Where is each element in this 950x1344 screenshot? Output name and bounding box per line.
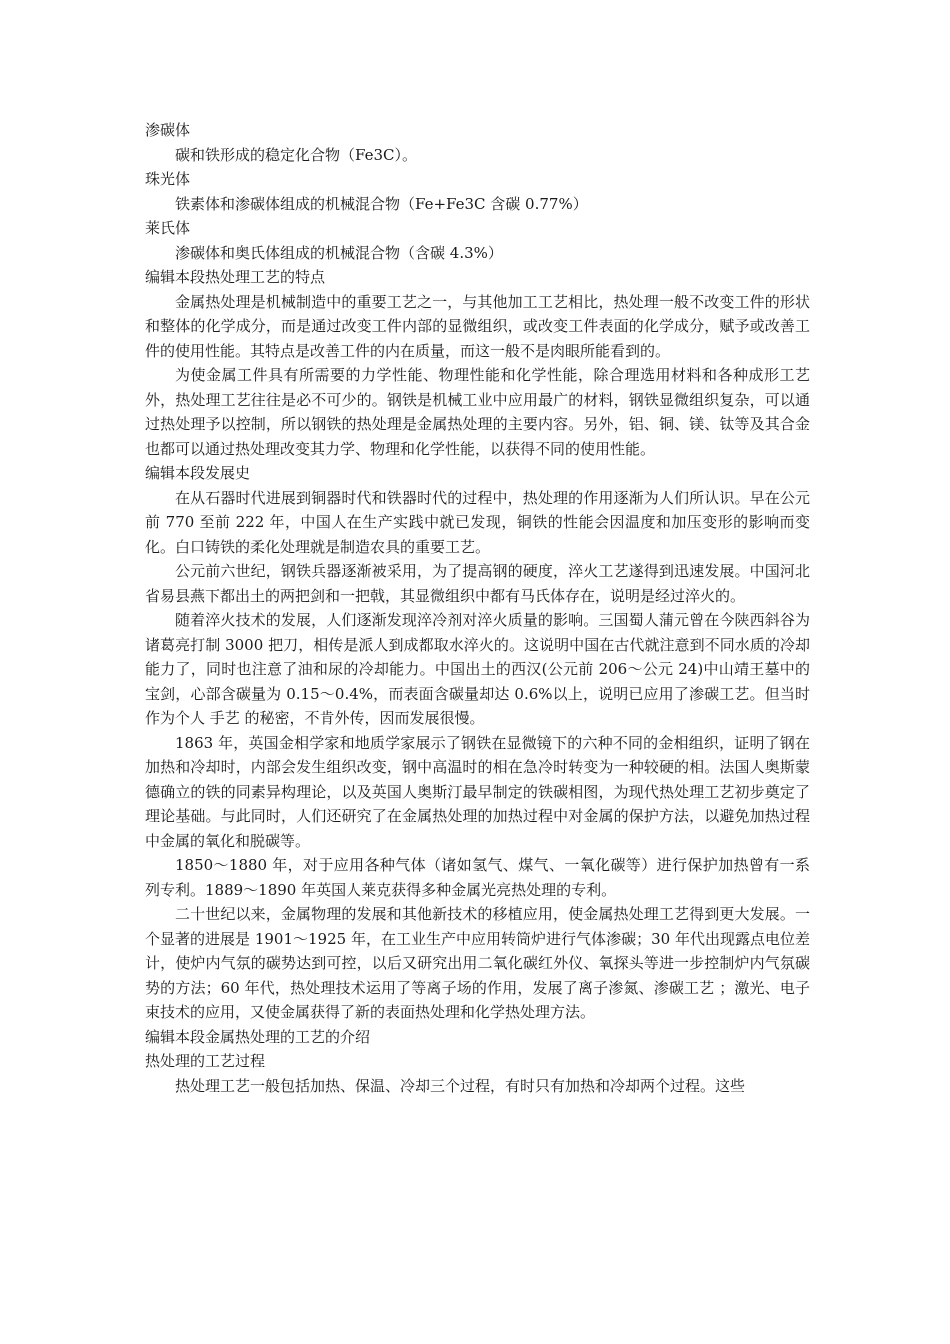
term-definition: 碳和铁形成的稳定化合物（Fe3C）。 [175, 145, 417, 164]
paragraph: 1863 年，英国金相学家和地质学家展示了钢铁在显微镜下的六种不同的金相组织，证明了钢在加热和冷却时，内部会发生组织改变，钢中高温时的相在急冷时转变为一种较硬的相。法国人奥斯蒙德确立的铁的同素异构理论，以及英国人奥斯汀最早制定的铁碳相图，为现代热处理工艺初步奠定了理论基础。与此同时，人们还研究了在金属热处理的加热过程中对金属的保护方法，以避免加热过程中金属的氧化和脱碳等。 [145, 733, 810, 850]
paragraph: 热处理工艺一般包括加热、保温、冷却三个过程，有时只有加热和冷却两个过程。这些 [175, 1076, 746, 1095]
term-definition: 渗碳体和奥氏体组成的机械混合物（含碳 4.3%） [175, 243, 503, 262]
paragraph: 在从石器时代进展到铜器时代和铁器时代的过程中，热处理的作用逐渐为人们所认识。早在公元前 770 至前 222 年，中国人在生产实践中就已发现，铜铁的性能会因温度和加压变形的影响而变化。白口铸铁的柔化处理就是制造农具的重要工艺。 [145, 488, 810, 556]
section-heading: 编辑本段发展史 [145, 464, 251, 482]
paragraph: 金属热处理是机械制造中的重要工艺之一，与其他加工工艺相比，热处理一般不改变工件的形状和整体的化学成分，而是通过改变工件内部的显微组织，或改变工件表面的化学成分，赋予或改善工件的使用性能。其特点是改善工件的内在质量，而这一般不是肉眼所能看到的。 [145, 292, 810, 360]
paragraph: 1850～1880 年，对于应用各种气体（诸如氢气、煤气、一氧化碳等）进行保护加热曾有一系列专利。1889～1890 年英国人莱克获得多种金属光亮热处理的专利。 [145, 856, 810, 899]
document-body [145, 118, 810, 1098]
paragraph: 为使金属工件具有所需要的力学性能、物理性能和化学性能，除合理选用材料和各种成形工艺外，热处理工艺往往是必不可少的。钢铁是机械工业中应用最广的材料，钢铁显微组织复杂，可以通过热处理予以控制，所以钢铁的热处理是金属热处理的主要内容。另外，铝、铜、镁、钛等及其合金也都可以通过热处理改变其力学、物理和化学性能，以获得不同的使用性能。 [145, 366, 810, 458]
term-definition: 铁素体和渗碳体组成的机械混合物（Fe+Fe3C 含碳 0.77%） [175, 194, 588, 213]
term-heading: 莱氏体 [145, 219, 191, 237]
paragraph: 二十世纪以来，金属物理的发展和其他新技术的移植应用，使金属热处理工艺得到更大发展。一个显著的进展是 1901～1925 年，在工业生产中应用转筒炉进行气体渗碳；30 年代出现露点电位差计，使炉内气氛的碳势达到可控，以后又研究出用二氧化碳红外仪、氧探头等进一步控制炉内气氛碳势的方法；60 年代，热处理技术运用了等离子场的作用，发展了离子渗氮、渗碳工艺 ；激光、电子束技术的应用，又使金属获得了新的表面热处理和化学热处理方法。 [145, 905, 810, 1021]
section-heading: 编辑本段金属热处理的工艺的介绍 [145, 1027, 371, 1046]
paragraph: 随着淬火技术的发展，人们逐渐发现淬冷剂对淬火质量的影响。三国蜀人蒲元曾在今陕西斜谷为诸葛亮打制 3000 把刀，相传是派人到成都取水淬火的。这说明中国在古代就注意到不同水质的冷却能力了，同时也注意了油和尿的冷却能力。中国出土的西汉(公元前 206～公元 24)中山靖王墓中的宝剑，心部含碳量为 0.15～0.4%，而表面含碳量却达 0.6%以上，说明已应用了渗碳工艺。但当时作为个人 手艺 的秘密，不肯外传，因而发展很慢。 [145, 611, 810, 727]
term-heading: 渗碳体 [145, 121, 191, 139]
term-heading: 珠光体 [145, 170, 191, 188]
subsection-heading: 热处理的工艺过程 [145, 1052, 266, 1070]
section-heading: 编辑本段热处理工艺的特点 [145, 268, 326, 286]
paragraph: 公元前六世纪，钢铁兵器逐渐被采用，为了提高钢的硬度，淬火工艺遂得到迅速发展。中国河北省易县燕下都出土的两把剑和一把戟，其显微组织中都有马氏体存在，说明是经过淬火的。 [145, 562, 810, 605]
